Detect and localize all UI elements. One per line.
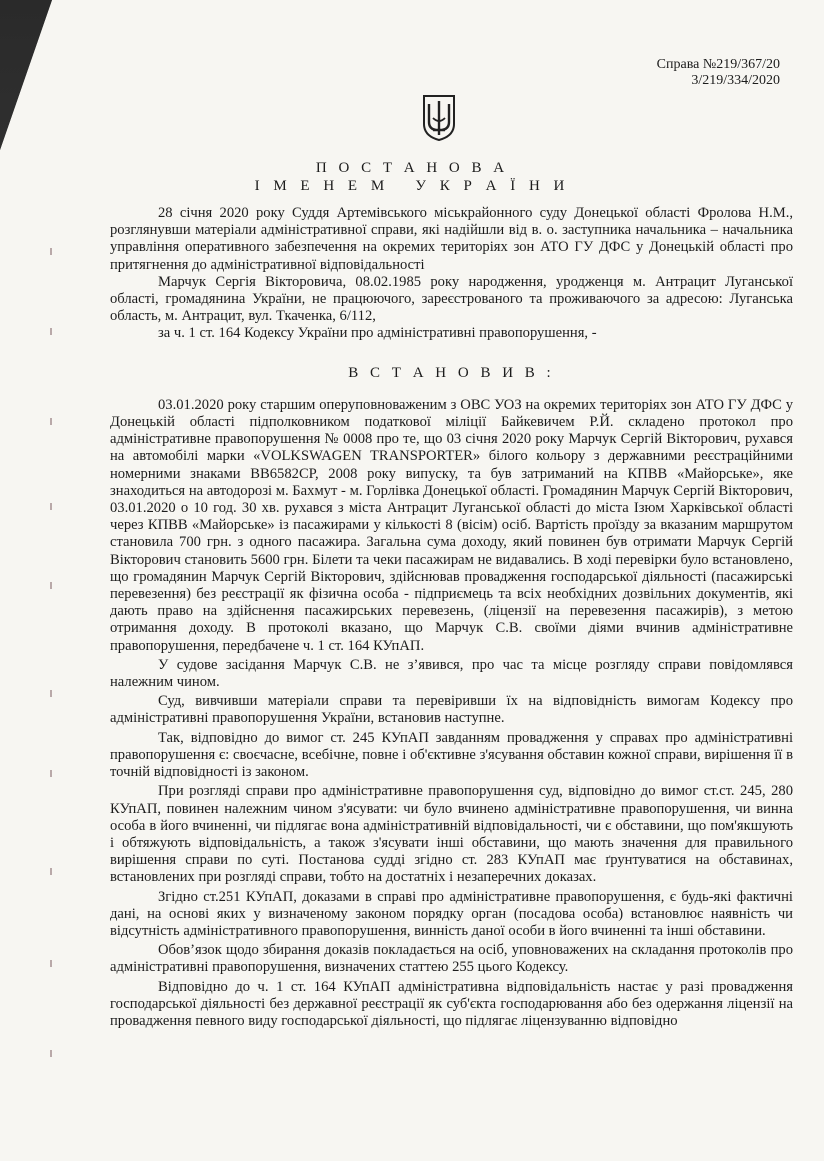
margin-mark <box>50 690 52 697</box>
document-subtitle: І М Е Н Е М У К Р А Ї Н И <box>254 178 570 194</box>
established-heading: В С Т А Н О В И В : <box>348 364 555 381</box>
case-number-secondary: 3/219/334/2020 <box>691 73 780 88</box>
paragraph: Суд, вивчивши матеріали справи та перевіривши їх на відповідність вимогам Кодексу про адміністративні правопорушення України, встановив наступне. <box>110 693 793 727</box>
paragraph: У судове засідання Марчук С.В. не з’явився, про час та місце розгляду справи повідомлявся належним чином. <box>110 656 793 691</box>
margin-mark <box>50 582 52 589</box>
margin-mark <box>50 1050 52 1057</box>
case-number: Справа №219/367/20 <box>656 57 780 72</box>
article-paragraph: за ч. 1 ст. 164 Кодексу України про адміністративні правопорушення, - <box>158 325 597 342</box>
person-paragraph: Марчук Сергія Вікторовича, 08.02.1985 року народження, уродженця м. Антрацит Луганської області, громадянина України, не працюючого, зареєстрованого та проживаючого за адресою: Луганська область, м. Антрацит, вул. Ткаченка, 6/112, <box>110 273 793 325</box>
margin-mark <box>50 418 52 425</box>
margin-mark <box>50 248 52 255</box>
intro-paragraph: 28 січня 2020 року Суддя Артемівського міськрайонного суду Донецької області Фролова Н.М., розглянувши матеріали адміністративної справи, які надійшли від в. о. заступника начальника – начальника управління оперативного забезпечення на окремих територіях зон АТО ГУ ДФС у Донецькій області про притягнення до адміністративної відповідальності <box>110 205 793 273</box>
document-body <box>110 205 793 1030</box>
margin-mark <box>50 960 52 967</box>
margin-mark <box>50 770 52 777</box>
case-number-block <box>657 57 780 89</box>
paragraph: 03.01.2020 року старшим оперуповноваженим з ОВС УОЗ на окремих територіях зон АТО ГУ ДФС у Донецькій області підполковником податкової міліції Байкевичем Р.Й. складено протокол про адміністративне правопорушення № 0008 про те, що 03 січня 2020 року Марчук Сергій Вікторович, рухався на автомобілі марки «VOLKSWAGEN TRANSPORTER» білого кольору з державними реєстраційними номерними знаками ВВ6582СР, 2008 року випуску, та був затриманий на КПВВ «Майорське», яке знаходиться на автодорозі м. Бахмут - м. Горлівка Донецької області. Громадянин Марчук Сергій Вікторович, 03.01.2020 о 10 год. 30 хв. рухався з міста Антрацит Луганської області до міста Ізюм Харківської області через КПВВ «Майорське» із пасажирами у кількості 8 (вісім) осіб. Вартість проїзду за вказаним маршрутом становила 700 грн. з одного пасажира. Загальна сума доходу, який повинен був отримати Марчук Сергій Вікторович становить 5600 грн. Білети та чеки пасажирам не видавались. В ході перевірки було встановлено, що громадянин Марчук Сергій Вікторович, здійснював провадження господарської діяльності (пасажирські перевезення) без реєстрації як фізична особа - підприємець та всіх необхідних дозвільних документів, які дають право на здійснення пасажирських перевезень, (ліцензії на перевезення пасажирів), з метою отримання доходу. В протоколі вказано, що Марчук С.В. своїми діями вчинив адміністративне правопорушення, передбачене ч. 1 ст. 164 КУпАП. <box>110 396 793 654</box>
paragraph: Згідно ст.251 КУпАП, доказами в справі про адміністративне правопорушення, є будь-які фактичні дані, на основі яких у визначеному законом порядку орган (посадова особа) встановлює наявність чи відсутність адміністративного правопорушення, винність даної особи в його вчиненні та інші обставини. <box>110 888 793 939</box>
margin-mark <box>50 328 52 335</box>
margin-mark <box>50 503 52 510</box>
paragraph: Так, відповідно до вимог ст. 245 КУпАП завданням провадження у справах про адміністративні правопорушення є: своєчасне, всебічне, повне і об'єктивне з'ясування обставин кожної справи, вирішення її в точній відповідності із законом. <box>110 729 793 781</box>
paragraph: При розгляді справи про адміністративне правопорушення суд, відповідно до вимог ст.ст. 245, 280 КУпАП, повинен належним чином з'ясувати: чи було вчинено адміністративне правопорушення, чи винна особа в його вчиненні, чи підлягає вона адміністративній відповідальності, чи є обставини, що пом'якшують і обтяжують відповідальність, а також з'ясувати інші обставини, що мають значення для правильного вирішення справи по суті. Постанова судді згідно ст. 283 КУпАП має ґрунтуватися на обставинах, встановлених при розгляді справи, тобто на достатніх і незаперечних доказах. <box>110 783 793 886</box>
paragraph: Обов’язок щодо збирання доказів покладається на осіб, уповноважених на складання протоколів про адміністративні правопорушення, визначених статтею 255 цього Кодексу. <box>110 942 793 976</box>
document-title: П О С Т А Н О В А <box>315 160 509 176</box>
paragraph: Відповідно до ч. 1 ст. 164 КУпАП адміністративна відповідальність настає у разі провадження господарської діяльності без державної реєстрації як суб'єкта господарювання або без одержання ліцензії на провадження певного виду господарської діяльності, що підлягає ліцензуванню відповідно <box>110 978 793 1029</box>
trident-coat-of-arms-icon <box>422 94 456 142</box>
margin-mark <box>50 868 52 875</box>
